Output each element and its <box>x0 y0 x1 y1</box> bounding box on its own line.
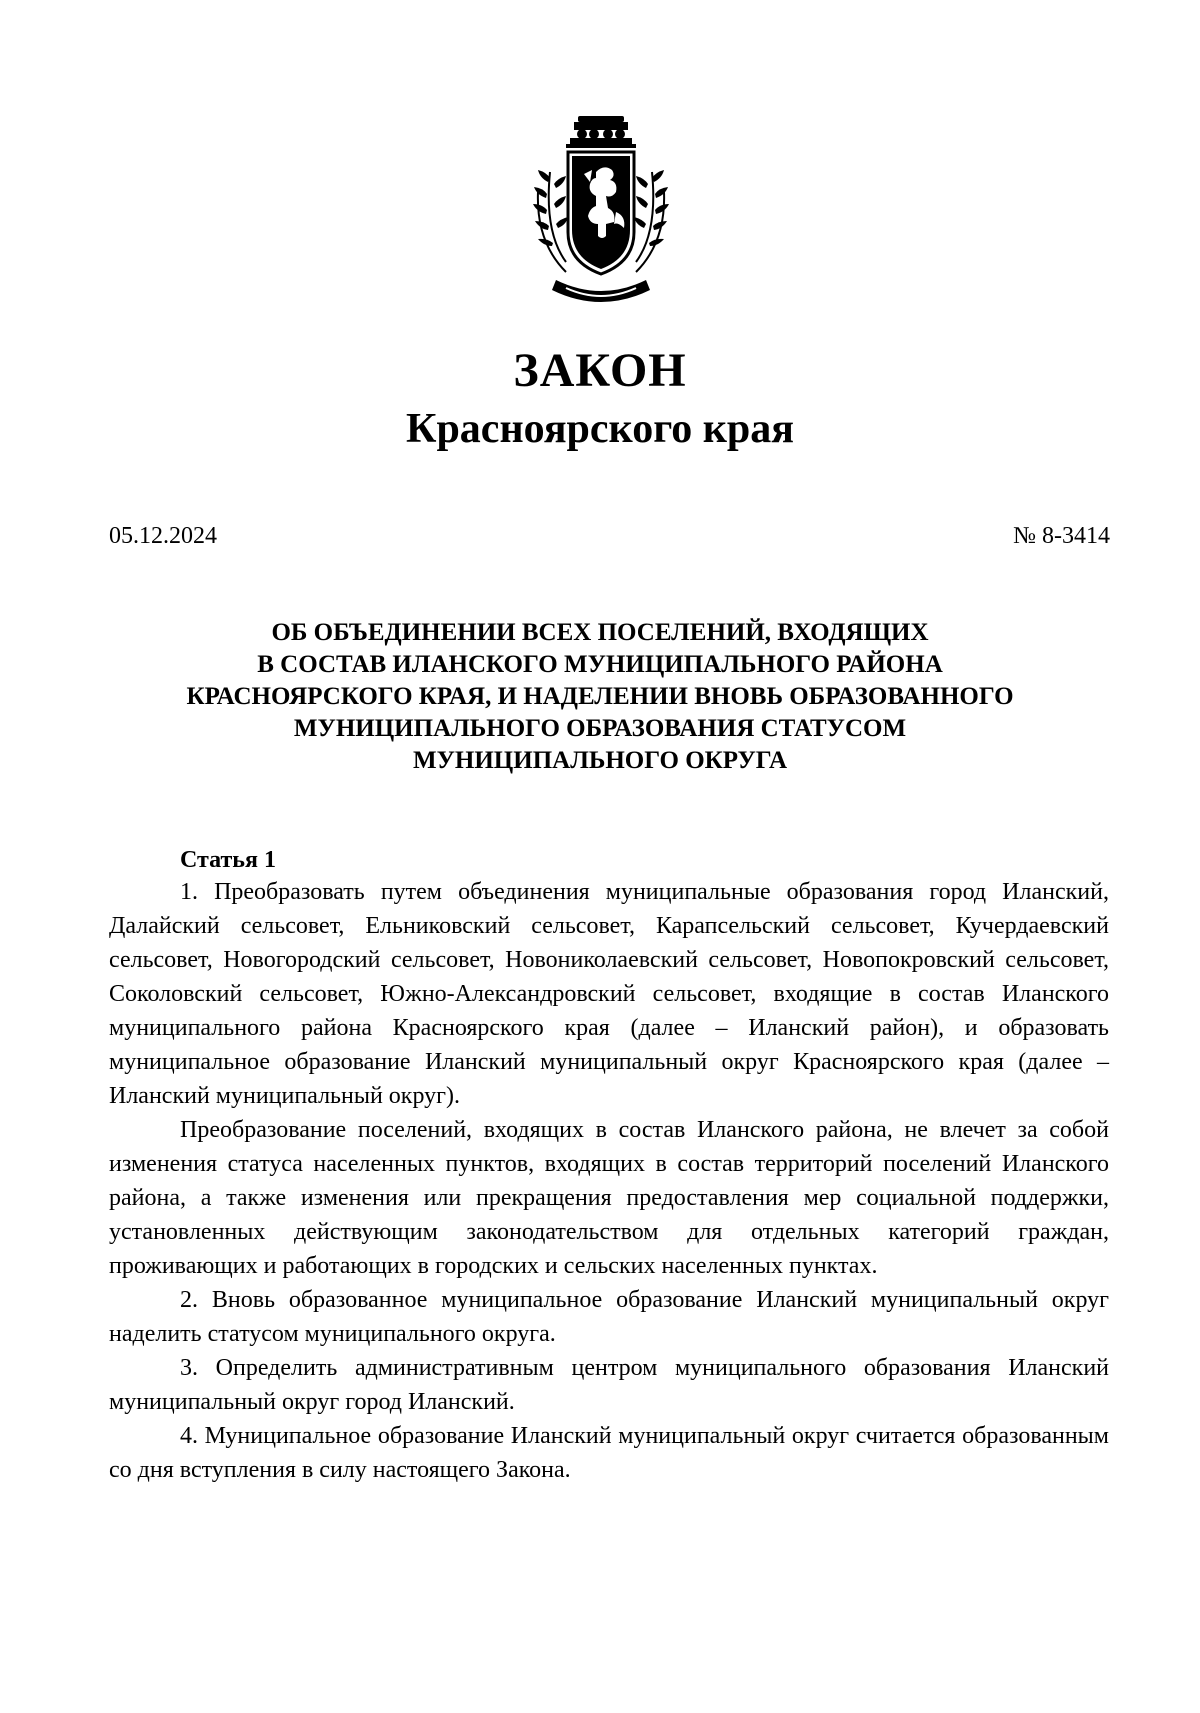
law-date: 05.12.2024 <box>109 523 217 549</box>
law-heading-line: МУНИЦИПАЛЬНОГО ОБРАЗОВАНИЯ СТАТУСОМ <box>293 715 907 742</box>
article-paragraph: 3. Определить административным центром муниципального образования Иланский муниципальный округ город Иланский. <box>109 1355 1109 1415</box>
article-paragraph: 2. Вновь образованное муниципальное образование Иланский муниципальный округ наделить статусом муниципального округа. <box>109 1287 1109 1347</box>
article-paragraph: Преобразование поселений, входящих в состав Иланского района, не влечет за собой изменения статуса населенных пунктов, входящих в состав территорий поселений Иланского района, а также изменения или прекращения предоставления мер социальной поддержки, установленных действующим законодательством для отдельных категорий граждан, проживающих и работающих в городских и сельских населенных пунктах. <box>109 1117 1109 1279</box>
law-heading-line: В СОСТАВ ИЛАНСКОГО МУНИЦИПАЛЬНОГО РАЙОНА <box>257 651 943 678</box>
law-heading-line: МУНИЦИПАЛЬНОГО ОКРУГА <box>412 747 788 774</box>
law-heading-line: КРАСНОЯРСКОГО КРАЯ, И НАДЕЛЕНИИ ВНОВЬ ОБРАЗОВАННОГО <box>186 683 1014 710</box>
law-heading <box>0 617 1200 777</box>
article-paragraph: 4. Муниципальное образование Иланский муниципальный округ считается образованным со дня вступления в силу настоящего Закона. <box>109 1423 1109 1483</box>
document-subtitle: Красноярского края <box>405 406 795 452</box>
law-number: № 8-3414 <box>1013 523 1110 549</box>
article-body <box>109 875 1109 1487</box>
document-title: ЗАКОН <box>513 344 687 397</box>
article-title: Статья 1 <box>180 847 276 873</box>
coat-of-arms-icon <box>526 112 676 322</box>
article-paragraph: 1. Преобразовать путем объединения муниципальные образования город Иланский, Далайский сельсовет, Ельниковский сельсовет, Карапсельский сельсовет, Кучердаевский сельсовет, Новогородский сельсовет, Новониколаевский сельсовет, Новопокровский сельсовет, Соколовский сельсовет, Южно-Александровский сельсовет, входящие в состав Иланского муниципального района Красноярского края (далее – Иланский район), и образовать муниципальное образование Иланский муниципальный округ Красноярского края (далее – Иланский муниципальный округ). <box>109 879 1109 1109</box>
law-heading-line: ОБ ОБЪЕДИНЕНИИ ВСЕХ ПОСЕЛЕНИЙ, ВХОДЯЩИХ <box>271 619 929 646</box>
